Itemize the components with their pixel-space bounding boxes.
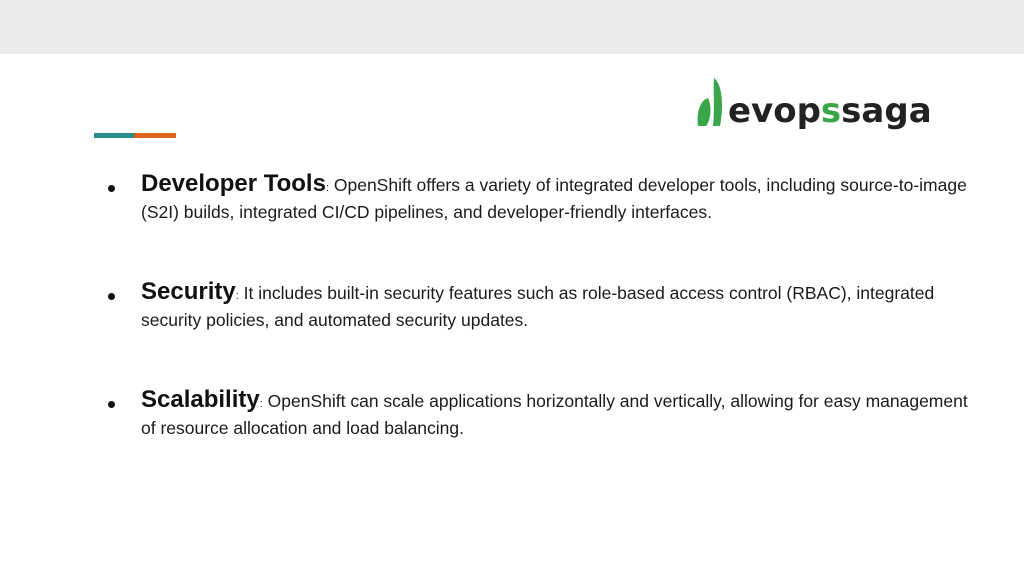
leaf-d-icon [697, 78, 722, 126]
logo-text: evopssaga [728, 91, 930, 130]
bullet-colon: : [325, 182, 329, 194]
bullet-colon: : [235, 290, 239, 302]
bullet-dot [108, 185, 115, 192]
devopssaga-logo [694, 76, 930, 130]
bullet-term: Security [141, 278, 236, 305]
bullet-dot [108, 401, 115, 408]
bullet-text [141, 280, 976, 332]
bullet-description: It includes built-in security features such as role-based access control (RBAC), integrated security policies, and automated security updates. [141, 283, 935, 330]
bullet-term: Developer Tools [141, 170, 326, 197]
top-band [0, 0, 1024, 54]
bullet-colon: : [259, 398, 263, 410]
bullet-text [141, 388, 976, 440]
bullet-term: Scalability [141, 386, 260, 413]
bullet-description: OpenShift offers a variety of integrated developer tools, including source-to-image (S2I) builds, integrated CI/CD pipelines, and developer-friendly interfaces. [141, 175, 967, 222]
bullet-dot [108, 293, 115, 300]
bullet-text [141, 172, 976, 224]
accent-bar [94, 133, 176, 138]
accent-bar-orange [134, 133, 176, 138]
bullet-description: OpenShift can scale applications horizontally and vertically, allowing for easy management of resource allocation and load balancing. [141, 391, 968, 438]
logo-graphic [694, 76, 930, 130]
accent-bar-teal [94, 133, 134, 138]
